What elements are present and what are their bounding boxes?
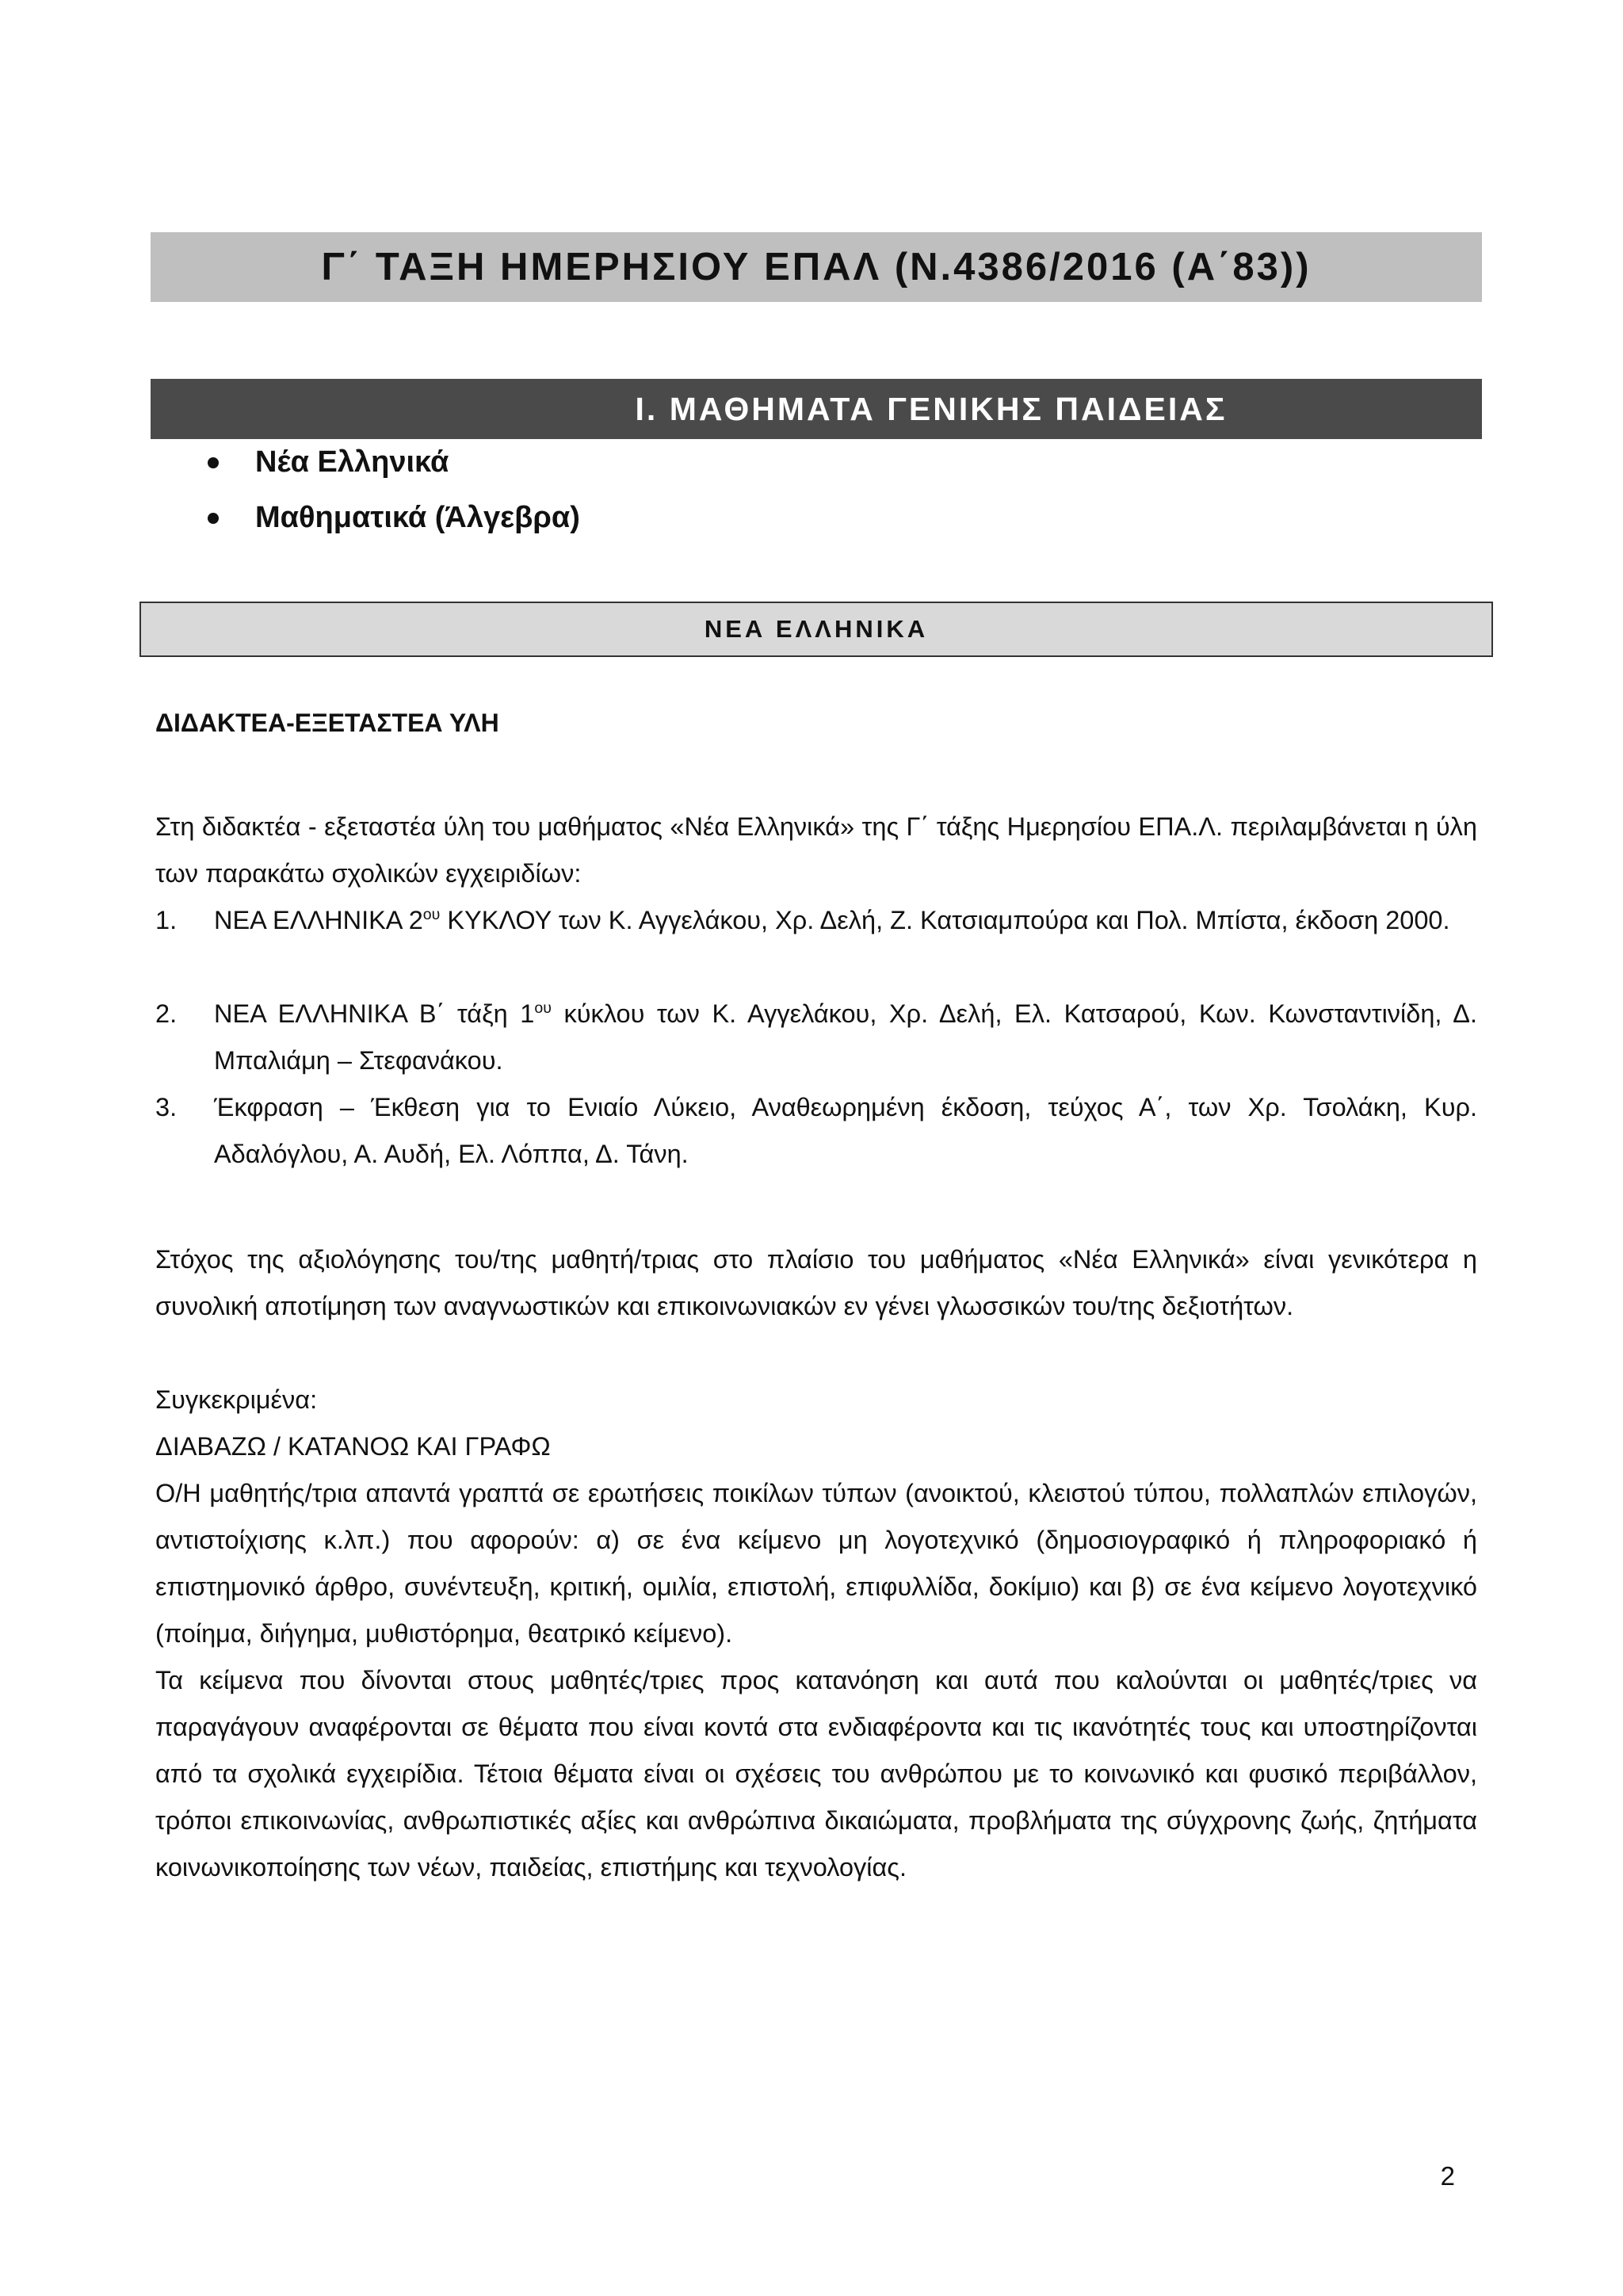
book-number: 1. <box>155 906 178 934</box>
subject-list <box>204 434 580 545</box>
book-title: ΝΕΑ ΕΛΛΗΝΙΚΑ $2^{o\upsilon}$ ΚΥΚΛΟΥ των Κ. Αγγελάκου, Χρ. Δελή, Ζ. Κατσιαμπούρα και Πολ. Μπίστα, έκδοση 2000. <box>214 906 1450 934</box>
book-title: ΝΕΑ ΕΛΛΗΝΙΚΑ Β΄ τάξη $1^{o\upsilon}$ κύκλου των Κ. Αγγελάκου, Χρ. Δελή, Ελ. Κατσαρού, Κων. Κωνσταντινίδη, Δ. Μπαλιάμη – Στεφανάκου. <box>214 999 1477 1075</box>
book-number: 3. <box>155 1093 178 1121</box>
book-item-3 <box>155 1084 1477 1178</box>
read-write-label: ΔΙΑΒΑΖΩ / ΚΑΤΑΝΟΩ ΚΑΙ ΓΡΑΦΩ <box>155 1432 551 1461</box>
page-number: 2 <box>1440 2161 1455 2191</box>
intro-paragraph: Στη διδακτέα - εξεταστέα ύλη του μαθήματος «Νέα Ελληνικά» της Γ΄ τάξης Ημερησίου ΕΠΑ.Λ. περιλαμβάνεται η ύλη των παρακάτω σχολικών εγχειριδίων: <box>155 812 1477 888</box>
subject-label: Νέα Ελληνικά <box>255 445 449 479</box>
book-item-1 <box>155 897 1477 944</box>
subject-list-item <box>204 434 580 490</box>
topics-paragraph: Τα κείμενα που δίνονται στους μαθητές/τριες προς κατανόηση και αυτά που καλούνται οι μαθητές/τριες να παραγάγουν αναφέρονται σε θέματα που είναι κοντά στα ενδιαφέροντα και τις ικανότητές τους και υποστηρίζονται από τα σχολικά εγχειρίδια. Τέτοια θέματα είναι οι σχέσεις του ανθρώπου με το κοινωνικό και φυσικό περιβάλλον, τρόποι επικοινωνίας, ανθρωπιστικές αξίες και ανθρώπινα δικαιώματα, προβλήματα της σύγχρονης ζωής, ζητήματα κοινωνικοποίησης των νέων, παιδείας, επιστήμης και τεχνολογίας. <box>155 1666 1477 1881</box>
subject-heading: ΝΕΑ ΕΛΛΗΝΙΚΑ <box>139 602 1493 657</box>
subject-label: Μαθηματικά (Άλγεβρα) <box>255 501 580 534</box>
specifically-label: Συγκεκριμένα: <box>155 1385 318 1414</box>
book-item-2 <box>155 991 1477 1084</box>
book-number: 2. <box>155 999 178 1028</box>
bullet-icon <box>208 513 219 524</box>
book-title: Έκφραση – Έκθεση για το Ενιαίο Λύκειο, Αναθεωρημένη έκδοση, τεύχος Α΄, των Χρ. Τσολάκη, Κυρ. Αδαλόγλου, Α. Αυδή, Ελ. Λόππα, Δ. Τάνη. <box>214 1093 1477 1168</box>
goal-paragraph: Στόχος της αξιολόγησης του/της μαθητή/τριας στο πλαίσιο του μαθήματος «Νέα Ελληνικά» είναι γενικότερα η συνολική αποτίμηση των αναγνωστικών και επικοινωνιακών εν γένει γλωσσικών του/της δεξιοτήτων. <box>155 1245 1477 1320</box>
material-heading: ΔΙΔΑΚΤΕΑ-ΕΞΕΤΑΣΤΕΑ ΥΛΗ <box>155 709 499 737</box>
bullet-icon <box>208 457 219 468</box>
document-title: Γ΄ ΤΑΞΗ ΗΜΕΡΗΣΙΟΥ ΕΠΑΛ (Ν.4386/2016 (Α΄83)) <box>151 232 1482 302</box>
section-heading: Ι. ΜΑΘΗΜΑΤΑ ΓΕΝΙΚΗΣ ΠΑΙΔΕΙΑΣ <box>151 379 1482 439</box>
subject-list-item <box>204 490 580 545</box>
answers-paragraph: Ο/Η μαθητής/τρια απαντά γραπτά σε ερωτήσεις ποικίλων τύπων (ανοικτού, κλειστού τύπου, πολλαπλών επιλογών, αντιστοίχισης κ.λπ.) που αφορούν: α) σε ένα κείμενο μη λογοτεχνικό (δημοσιογραφικό ή πληροφοριακό ή επιστημονικό άρθρο, συνέντευξη, κριτική, ομιλία, επιστολή, επιφυλλίδα, δοκίμιο) και β) σε ένα κείμενο λογοτεχνικό (ποίημα, διήγημα, μυθιστόρημα, θεατρικό κείμενο). <box>155 1479 1477 1648</box>
